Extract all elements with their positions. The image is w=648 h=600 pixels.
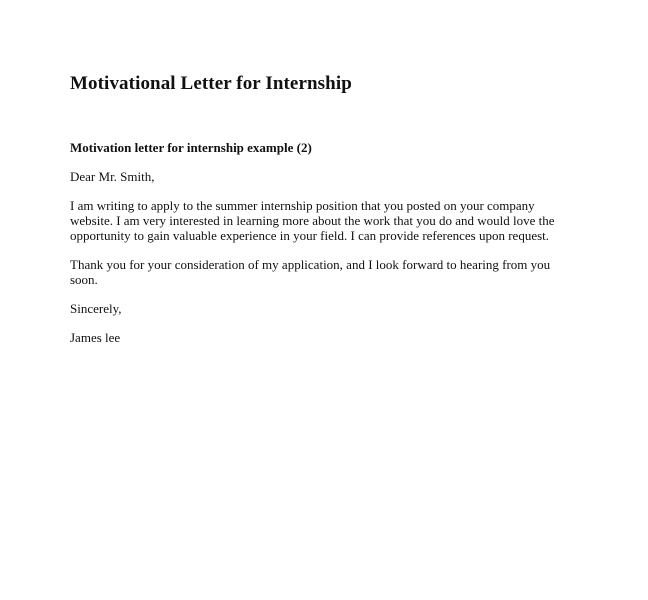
document-title: Motivational Letter for Internship (70, 73, 352, 94)
letter-paragraph-1: I am writing to apply to the summer internship position that you posted on your company website. I am very interested in learning more about the work that you do and would love the opportunity to gain valuable experience in your field. I can provide references upon request. (70, 198, 555, 243)
document-subheading: Motivation letter for internship example (2) (70, 140, 312, 155)
letter-body (70, 169, 570, 359)
letter-closing: Sincerely, (70, 301, 122, 316)
letter-paragraph-2: Thank you for your consideration of my application, and I look forward to hearing from you soon. (70, 257, 551, 287)
document-page (70, 72, 570, 345)
letter-salutation: Dear Mr. Smith, (70, 169, 155, 184)
letter-signature: James lee (70, 330, 121, 345)
